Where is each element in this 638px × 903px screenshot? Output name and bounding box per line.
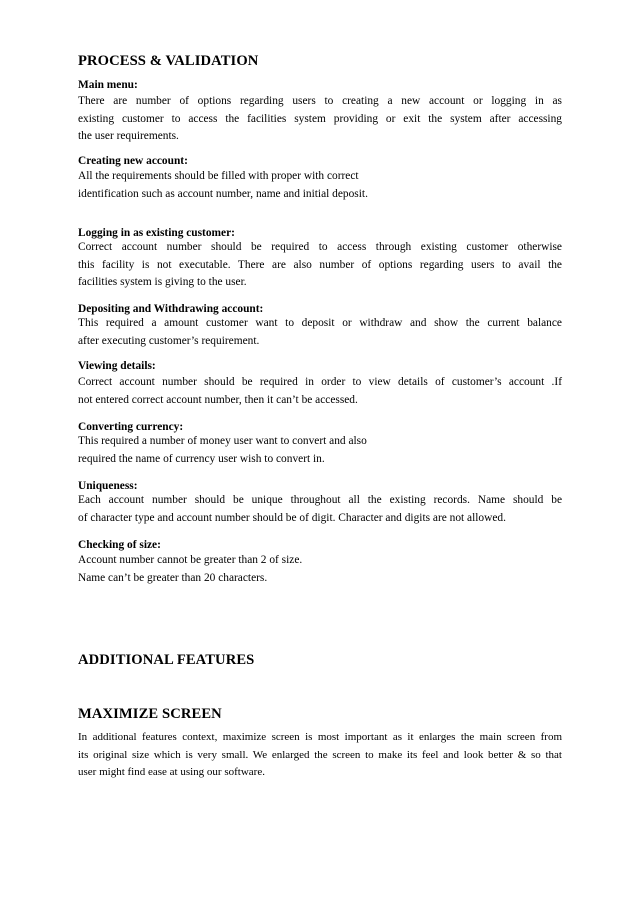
text-line: Correct account number should be required in order to view details of customer’s account .If bbox=[78, 376, 562, 388]
text-line: user might find ease at using our software. bbox=[78, 766, 265, 778]
section-text-uniqueness bbox=[78, 492, 562, 527]
section-title-checking-size: Checking of size: bbox=[78, 539, 161, 551]
heading-additional-features: ADDITIONAL FEATURES bbox=[78, 652, 255, 668]
section-text-creating-account bbox=[78, 168, 562, 203]
text-line: facilities system is giving to the user. bbox=[78, 276, 247, 288]
text-line: Correct account number should be required to access through existing customer otherwise bbox=[78, 241, 562, 253]
text-line: Name can’t be greater than 20 characters. bbox=[78, 571, 268, 584]
text-line: All the requirements should be filled with proper with correct bbox=[78, 170, 359, 182]
text-line: this facility is not executable. There are also number of options regarding users to avail the bbox=[78, 258, 562, 271]
text-line: There are number of options regarding users to creating a new account or logging in as bbox=[78, 95, 562, 107]
section-text-deposit-withdraw bbox=[78, 315, 562, 350]
text-line: of character type and account number should be of digit. Character and digits are not allowed. bbox=[78, 511, 506, 524]
section-title-uniqueness: Uniqueness: bbox=[78, 480, 138, 492]
section-title-main-menu: Main menu: bbox=[78, 79, 138, 91]
text-line: Each account number should be unique throughout all the existing records. Name should be bbox=[78, 494, 562, 506]
text-line: This required a amount customer want to deposit or withdraw and show the current balance bbox=[78, 317, 562, 329]
section-title-converting-currency: Converting currency: bbox=[78, 421, 184, 433]
section-text-maximize-screen bbox=[78, 729, 562, 782]
section-title-viewing-details: Viewing details: bbox=[78, 360, 156, 372]
heading-process-validation: PROCESS & VALIDATION bbox=[78, 53, 259, 69]
text-line: This required a number of money user want to convert and also bbox=[78, 435, 367, 447]
heading-maximize-screen: MAXIMIZE SCREEN bbox=[78, 706, 222, 722]
section-text-checking-size bbox=[78, 552, 562, 587]
section-text-main-menu bbox=[78, 93, 562, 146]
section-text-viewing-details bbox=[78, 374, 562, 409]
section-text-logging-in bbox=[78, 239, 562, 292]
text-line: its original size which is very small. We enlarged the screen to make its feel and look better & so that bbox=[78, 748, 562, 761]
text-line: not entered correct account number, then it can’t be accessed. bbox=[78, 393, 358, 406]
text-line: existing customer to access the facilities system providing or exit the system after accessing bbox=[78, 112, 562, 125]
text-line: the user requirements. bbox=[78, 130, 179, 142]
section-title-deposit-withdraw: Depositing and Withdrawing account: bbox=[78, 303, 264, 315]
text-line: identification such as account number, name and initial deposit. bbox=[78, 187, 368, 200]
text-line: In additional features context, maximize screen is most important as it enlarges the main screen from bbox=[78, 731, 562, 743]
text-line: required the name of currency user wish to convert in. bbox=[78, 452, 325, 465]
section-title-logging-in: Logging in as existing customer: bbox=[78, 227, 235, 239]
text-line: after executing customer’s requirement. bbox=[78, 334, 260, 347]
section-title-creating-account: Creating new account: bbox=[78, 155, 188, 167]
section-text-converting-currency bbox=[78, 433, 562, 468]
text-line: Account number cannot be greater than 2 of size. bbox=[78, 554, 303, 566]
